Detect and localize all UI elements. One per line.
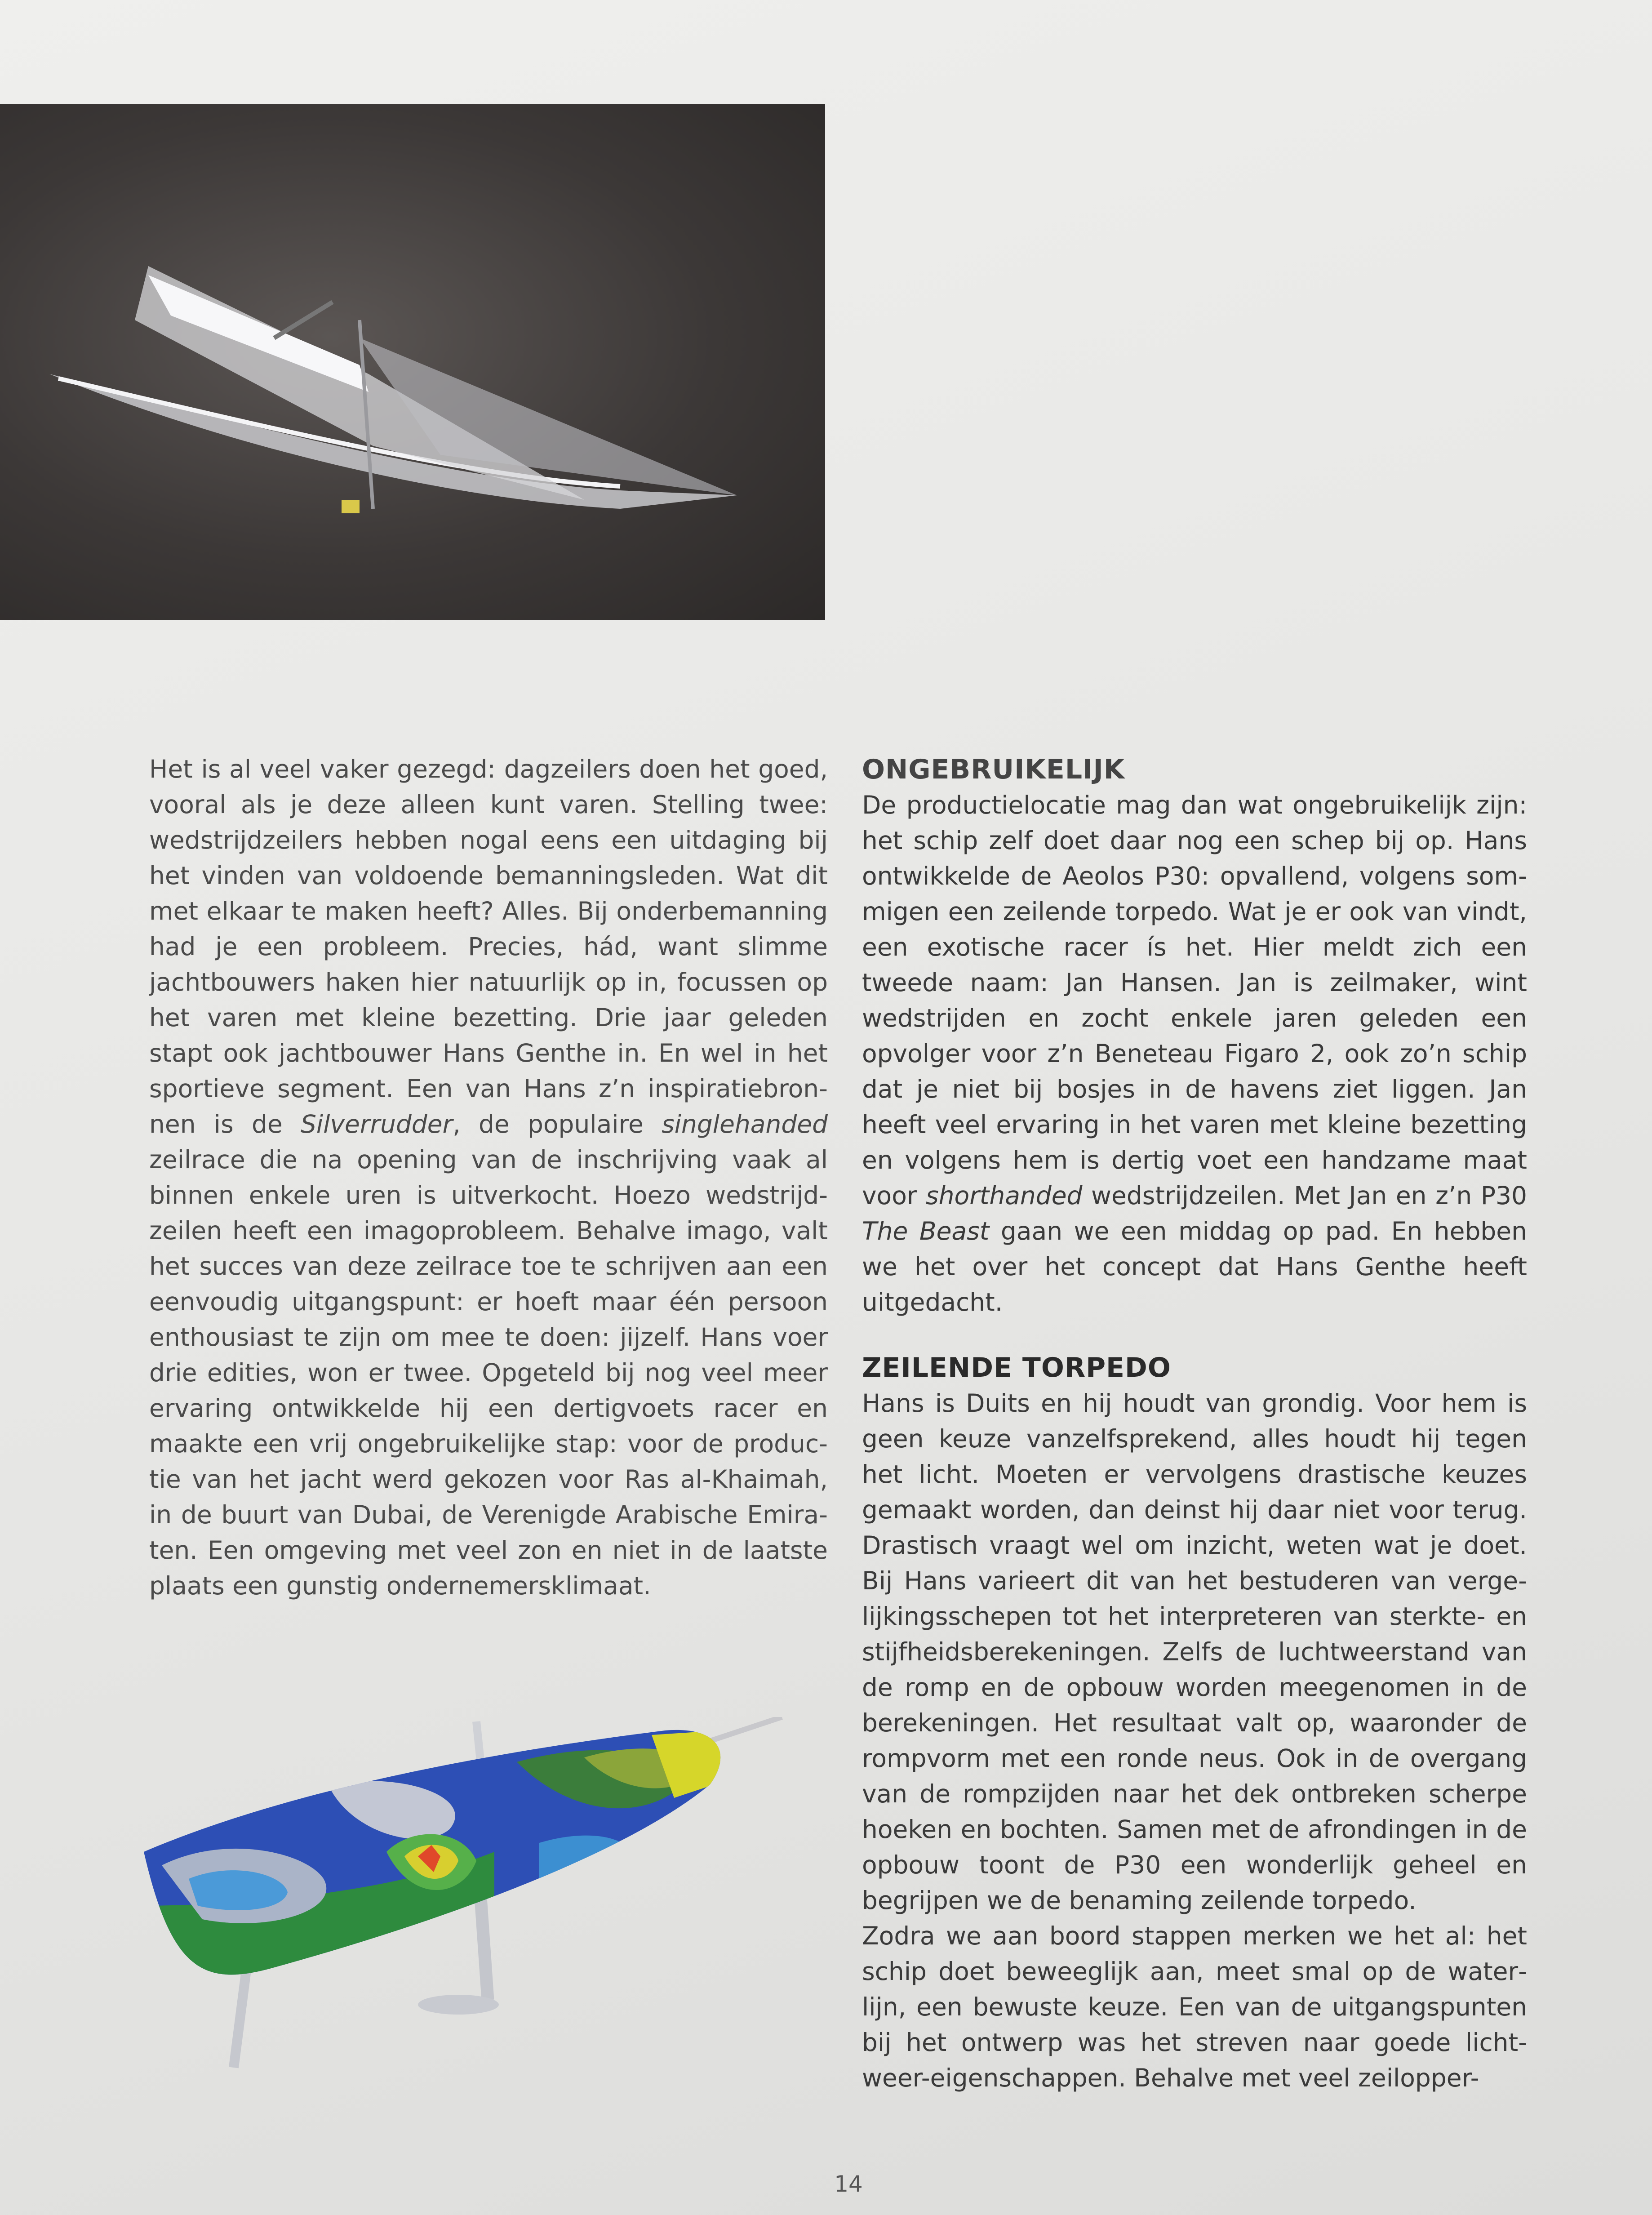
ongebruikelijk-em-the-beast: The Beast [862, 1217, 990, 1245]
ongebruikelijk-text-a: De productielocatie mag dan wat ongebruikelijk zijn: het schip zelf doet daar nog een schep bij op. Hans ontwikkelde de Aeolos P30: opvallend, volgens sommigen een zeilende torpedo. Wat je er ook van vindt, een exotische racer ís het. Hier meldt zich een tweede naam: Jan Hansen. Jan is zeilmaker, wint wedstrijden en zocht enkele jaren geleden een opvolger voor z’n Beneteau Figaro 2, ook zo’n schip dat je niet bij bosjes in de havens ziet liggen. Jan heeft veel ervaring in het varen met kleine bezetting en volgens hem is dertig voet een handzame maat voor [862, 791, 1527, 1210]
page-number: 14 [834, 2171, 863, 2197]
hull-stress-analysis-render-icon [135, 1717, 800, 2086]
intro-text-a: Het is al veel vaker gezegd: dagzeilers doen het goed, vooral als je deze alleen kunt varen. Stelling twee: wedstrijdzeilers hebben nogal eens een uitdaging bij het vinden van voldoende bemanningsleden. Wat dit met elkaar te maken heeft? Alles. Bij onderbemanning had je een probleem. Precies, hád, want slimme jachtbouwers haken hier natuurlijk op in, focussen op het varen met kleine bezetting. Drie jaar geleden stapt ook jachtbouwer Hans Genthe in. En wel in het sportieve segment. Een van Hans z’n inspiratiebronnen is de [149, 755, 828, 1139]
ongebruikelijk-text-b: wedstrijdzeilen. Met Jan en z’n P30 [1082, 1181, 1527, 1210]
heading-ongebruikelijk: ONGEBRUIKELIJK [862, 754, 1125, 785]
sailboat-render-photo-icon [0, 104, 825, 620]
intro-text-c: zeilrace die na opening van de inschrijving vaak al binnen enkele uren is uitverkocht. Hoezo wedstrijdzeilen heeft een imagoprobleem. Behalve imago, valt het succes van deze zeilrace toe te schrijven aan een eenvoudig uitgangspunt: er hoeft maar één persoon enthousiast te zijn om mee te doen: jijzelf. Hans voer drie edities, won er twee. Opgeteld bij nog veel meer ervaring ontwikkelde hij een dertigvoets racer en maakte een vrij ongebruikelijke stap: voor de productie van het jacht werd gekozen voor Ras al-Khaimah, in de buurt van Dubai, de Verenigde Arabische Emiraten. Een omgeving met veel zon en niet in de laatste plaats een gunstig ondernemersklimaat. [149, 1145, 828, 1600]
sailboat-render-photo [0, 104, 825, 620]
left-text-column [149, 752, 828, 1604]
intro-paragraph [149, 752, 828, 1604]
intro-text-b: , de populaire [453, 1110, 662, 1139]
intro-em-silverrudder: Silverrudder [301, 1110, 453, 1139]
intro-em-singlehanded: singlehanded [662, 1110, 828, 1139]
torpedo-paragraph: Hans is Duits en hij houdt van grondig. Voor hem is geen keuze vanzelfsprekend, alles houdt hij tegen het licht. Moeten er vervolgens drastische keuzes gemaakt worden, dan deinst hij daar niet voor terug. Drastisch vraagt wel om inzicht, weten wat je doet. Bij Hans varieert dit van het bestuderen van vergelijkingsschepen tot het interpreteren van sterkte- en stijfheidsberekeningen. Zelfs de luchtweerstand van de romp en de opbouw worden meegenomen in de berekeningen. Het resultaat valt op, waaronder de rompvorm met een ronde neus. Ook in de overgang van de rompzijden naar het dek ontbreken scherpe hoeken en bochten. Samen met de afrondingen in de opbouw toont de P30 een wonderlijk geheel en begrijpen we de benaming zeilende torpedo. [862, 1389, 1527, 1915]
ongebruikelijk-text-c: gaan we een middag op pad. En hebben we het over het concept dat Hans Genthe heeft uitgedacht. [862, 1217, 1527, 1317]
heading-zeilende-torpedo: ZEILENDE TORPEDO [862, 1352, 1171, 1383]
ongebruikelijk-em-shorthanded: shorthanded [926, 1181, 1083, 1210]
right-text-column [862, 752, 1527, 2096]
hull-stress-analysis-render [135, 1717, 800, 2086]
ongebruikelijk-paragraph [862, 787, 1527, 1320]
aan-boord-paragraph: Zodra we aan boord stappen merken we het al: het schip doet beweeglijk aan, meet smal op de waterlijn, een bewuste keuze. Een van de uitgangspunten bij het ontwerp was het streven naar goede lichtweer-eigenschappen. Behalve met veel zeilopper- [862, 1921, 1527, 2092]
